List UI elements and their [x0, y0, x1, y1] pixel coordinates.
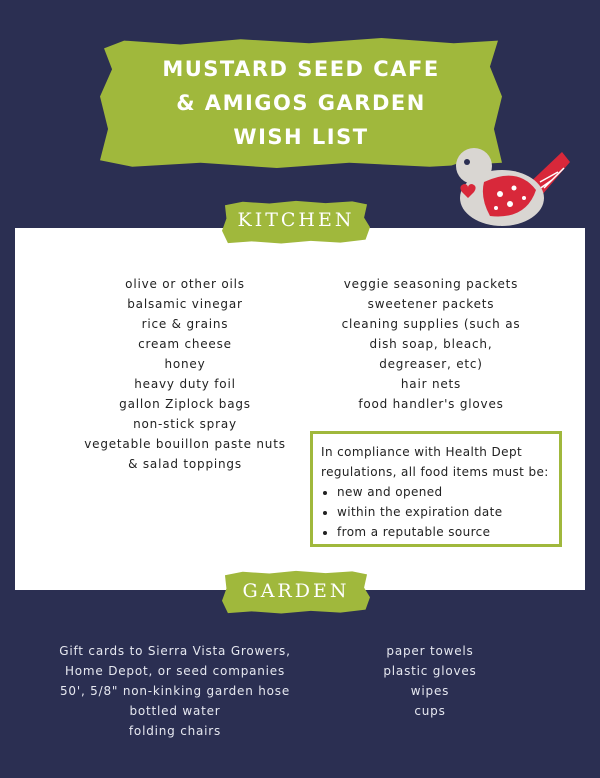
list-item: gallon Ziplock bags: [119, 397, 251, 411]
list-item: vegetable bouillon paste nuts: [84, 437, 286, 451]
list-item: degreaser, etc): [379, 357, 483, 371]
list-item: sweetener packets: [367, 297, 495, 311]
list-item: olive or other oils: [125, 277, 245, 291]
garden-heading: GARDEN: [242, 580, 350, 602]
title-line-1: MUSTARD SEED CAFE: [162, 57, 440, 81]
list-item: dish soap, bleach,: [369, 337, 493, 351]
title-line-3: WISH LIST: [233, 125, 369, 149]
notice-intro: In compliance with Health Dept regulations, all food items must be:: [321, 445, 549, 479]
list-item: balsamic vinegar: [127, 297, 243, 311]
notice-bullets: [321, 482, 551, 542]
garden-left-list: [30, 641, 320, 741]
kitchen-left-list: [60, 274, 310, 474]
list-item: wipes: [410, 684, 450, 698]
list-item: folding chairs: [128, 724, 222, 738]
list-item: cream cheese: [138, 337, 232, 351]
list-item: hair nets: [400, 377, 462, 391]
list-item: cleaning supplies (such as: [341, 317, 521, 331]
list-item: paper towels: [386, 644, 474, 658]
list-item: non-stick spray: [133, 417, 237, 431]
list-item: 50', 5/8" non-kinking garden hose: [59, 684, 291, 698]
list-item: cups: [414, 704, 446, 718]
list-item: food handler's gloves: [358, 397, 504, 411]
notice-bullet: • within the expiration date: [337, 502, 551, 522]
notice-bullet: • new and opened: [337, 482, 551, 502]
kitchen-right-list: [300, 274, 562, 414]
notice-bullet: • from a reputable source: [337, 522, 551, 542]
list-item: Gift cards to Sierra Vista Growers,: [59, 644, 291, 658]
list-item: honey: [164, 357, 206, 371]
garden-right-list: [340, 641, 520, 721]
list-item: heavy duty foil: [134, 377, 236, 391]
list-item: Home Depot, or seed companies: [64, 664, 286, 678]
list-item: plastic gloves: [383, 664, 477, 678]
list-item: & salad toppings: [128, 457, 242, 471]
list-item: bottled water: [129, 704, 221, 718]
kitchen-heading: KITCHEN: [237, 209, 355, 231]
health-dept-notice: [310, 431, 562, 547]
title-line-2: & AMIGOS GARDEN: [176, 91, 426, 115]
list-item: veggie seasoning packets: [343, 277, 519, 291]
list-item: rice & grains: [141, 317, 229, 331]
